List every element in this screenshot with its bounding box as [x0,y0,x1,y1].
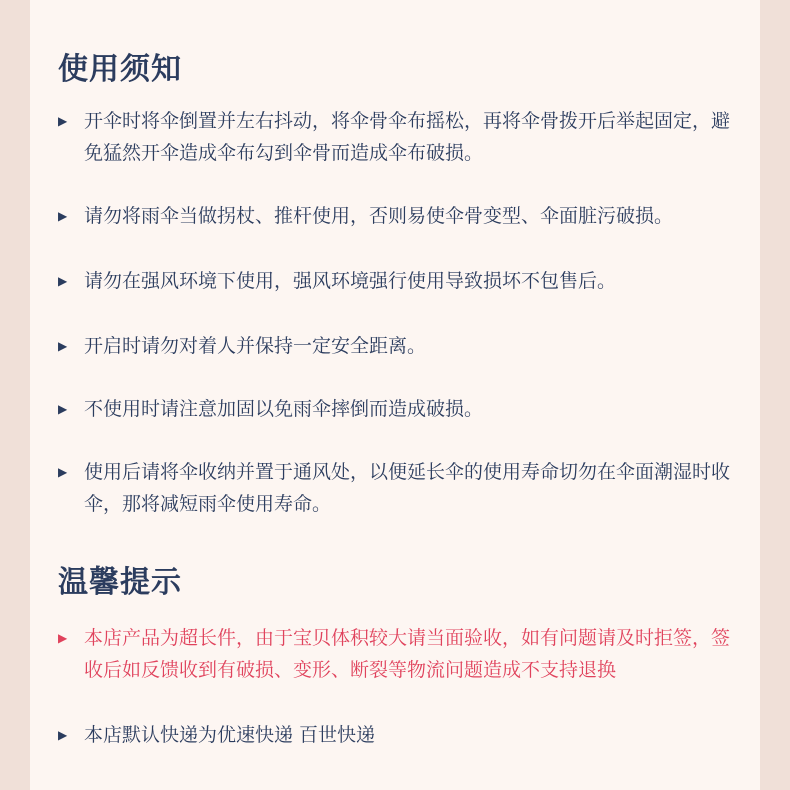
triangle-right-icon: ▶ [58,114,68,128]
triangle-right-icon: ▶ [58,209,68,223]
triangle-right-icon: ▶ [58,274,68,288]
notice-item-text: 使用后请将伞收纳并置于通风处，以便延长伞的使用寿命切勿在伞面潮湿时收伞，那将减短雨伞使用寿命。 [84,461,731,515]
content-card [30,0,760,790]
notice-item-text: 开启时请勿对着人并保持一定安全距离。 [84,335,427,357]
tips-title: 温馨提示 [58,565,182,600]
notice-title: 使用须知 [58,52,182,87]
notice-item-text: 请勿将雨伞当做拐杖、推杆使用，否则易使伞骨变型、伞面脏污破损。 [84,205,674,227]
triangle-right-icon: ▶ [58,465,68,479]
tips-item [58,719,748,751]
tips-item [58,622,748,686]
notice-item [58,393,748,425]
notice-item [58,265,748,297]
triangle-right-icon: ▶ [58,728,68,742]
notice-item [58,456,748,520]
triangle-right-icon: ▶ [58,631,68,645]
notice-item-text: 请勿在强风环境下使用，强风环境强行使用导致损坏不包售后。 [84,270,617,292]
notice-item-text: 不使用时请注意加固以免雨伞摔倒而造成破损。 [84,398,484,420]
tips-item-text: 本店默认快递为优速快递 百世快递 [84,724,376,746]
notice-item [58,200,748,232]
notice-item-text: 开伞时将伞倒置并左右抖动，将伞骨伞布摇松，再将伞骨拨开后举起固定，避免猛然开伞造成伞布勾到伞骨而造成伞布破损。 [84,110,731,164]
notice-item [58,105,748,169]
notice-item [58,330,748,362]
triangle-right-icon: ▶ [58,339,68,353]
triangle-right-icon: ▶ [58,402,68,416]
tips-item-text: 本店产品为超长件，由于宝贝体积较大请当面验收，如有问题请及时拒签，签收后如反馈收到有破损、变形、断裂等物流问题造成不支持退换 [84,627,731,681]
